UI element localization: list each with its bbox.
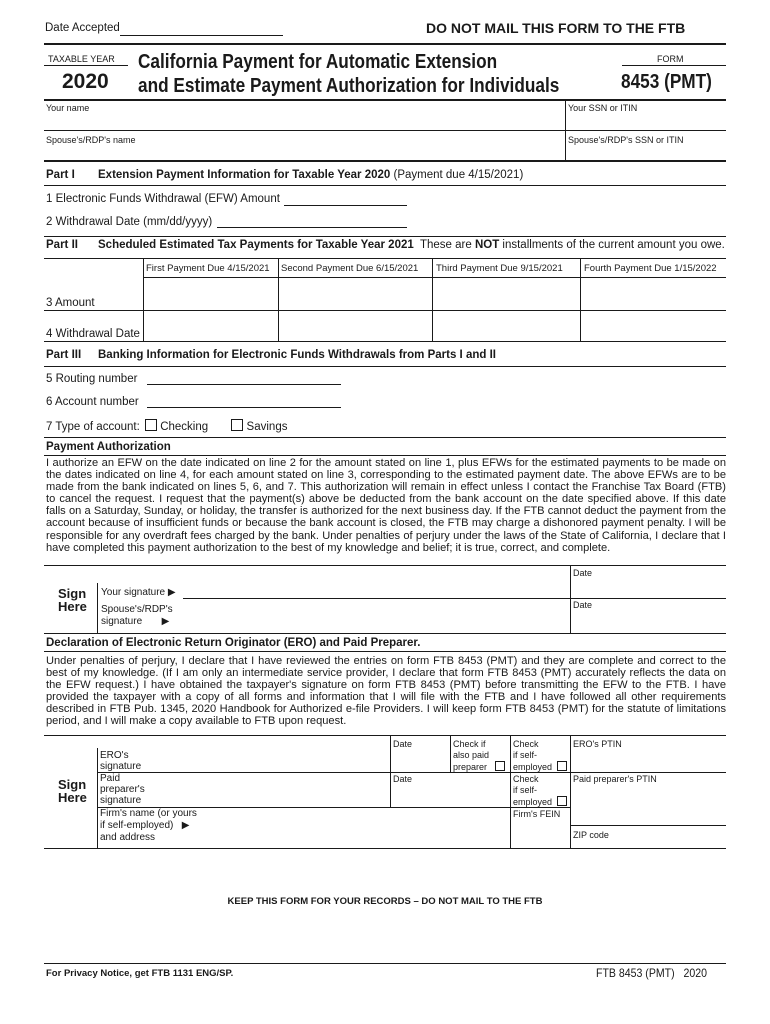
line2-withdrawal-date: 2 Withdrawal Date (mm/dd/yyyy) — [46, 216, 213, 228]
do-not-mail-notice: DO NOT MAIL THIS FORM TO THE FTB — [426, 20, 686, 36]
your-name-field[interactable]: Your name — [46, 103, 90, 113]
preparer-ptin-label[interactable]: Paid preparer's PTIN — [573, 774, 657, 784]
line4-withdrawal-date: 4 Withdrawal Date — [46, 328, 140, 340]
declaration-text: Under penalties of perjury, I declare that I have reviewed the entries on form FTB 8453 (PMT) and they are complete and correct to the best of my knowledge. (If I am only an intermediate service provider, I declare that form FTB 8453 (PMT) accurately reflects the data on the EFW request.) I have obtained the taxpayer's signature on form FTB 8453 (PMT) before transmitting the EFW to the FTB. I have provided the taxpayer with a copy of all forms and information that I will file with the FTB and I have followed all other requirements described in FTB Pub. 1345, 2020 Handbook for Authorized e-file Providers. I will keep form FTB 8453 (PMT) for the statute of limitations period, and I will make a copy available to FTB upon request. — [46, 655, 726, 728]
part1-heading: Part I Extension Payment Information for Taxable Year 2020 (Payment due 4/15/2021) — [46, 169, 524, 181]
date-accepted-label: Date Accepted — [45, 22, 120, 34]
preparer-signature-label: Paid preparer's signature — [100, 773, 145, 806]
part3-heading: Part III Banking Information for Electronic Funds Withdrawals from Parts I and II — [46, 349, 496, 361]
form-number: 8453 (PMT) — [621, 70, 712, 93]
form-label: FORM — [657, 54, 684, 64]
your-ssn-field[interactable]: Your SSN or ITIN — [568, 103, 638, 113]
check-self-employed-1: Check if self- employed — [513, 739, 567, 773]
checking-label: Checking — [160, 421, 209, 433]
arrow-right-icon: ▶ — [181, 820, 190, 831]
date-cell-4[interactable] — [581, 311, 726, 341]
taxable-year: 2020 — [62, 70, 109, 93]
arrow-right-icon: ▶ — [161, 616, 170, 627]
line6-account: 6 Account number — [46, 396, 139, 408]
arrow-right-icon: ▶ — [167, 587, 176, 598]
also-paid-preparer-checkbox[interactable] — [495, 761, 505, 771]
date-cell-2[interactable] — [279, 311, 432, 341]
col-first-payment: First Payment Due 4/15/2021 — [146, 263, 270, 274]
sign-here-1: Sign Here — [58, 586, 87, 614]
header-rule — [44, 43, 726, 45]
form-title-line1: California Payment for Automatic Extension — [138, 50, 498, 73]
ero-ptin-label[interactable]: ERO's PTIN — [573, 739, 622, 749]
line7-account-type: 7 Type of account: Checking Savings — [46, 421, 288, 433]
spouse-signature-field[interactable] — [183, 604, 569, 632]
savings-label: Savings — [246, 421, 288, 433]
spouse-ssn-field[interactable]: Spouse's/RDP's SSN or ITIN — [568, 135, 684, 145]
ero-signature-label: ERO's signature — [100, 750, 142, 772]
col-fourth-payment: Fourth Payment Due 1/15/2022 — [584, 263, 717, 274]
date-label-1: Date — [573, 568, 593, 578]
col-second-payment: Second Payment Due 6/15/2021 — [281, 263, 419, 274]
routing-number-input[interactable] — [147, 384, 341, 385]
savings-checkbox[interactable] — [231, 419, 243, 431]
part2-heading: Part II Scheduled Estimated Tax Payments for Taxable Year 2021 These are NOT installments of the current amount you owe. — [46, 239, 725, 251]
line1-efw-amount: 1 Electronic Funds Withdrawal (EFW) Amount — [46, 193, 280, 205]
form-title — [138, 50, 559, 98]
amount-cell-3[interactable] — [433, 278, 580, 310]
checking-checkbox[interactable] — [145, 419, 157, 431]
your-signature-line[interactable] — [183, 598, 570, 599]
amount-cell-4[interactable] — [581, 278, 726, 310]
your-signature-label: Your signature ▶ — [101, 587, 176, 598]
col-third-payment: Third Payment Due 9/15/2021 — [436, 263, 563, 274]
date-cell-3[interactable] — [433, 311, 580, 341]
keep-records-notice: KEEP THIS FORM FOR YOUR RECORDS – DO NOT MAIL TO THE FTB — [227, 896, 543, 907]
privacy-notice: For Privacy Notice, get FTB 1131 ENG/SP. — [46, 968, 234, 979]
taxable-year-label: TAXABLE YEAR — [48, 54, 115, 64]
firm-address-field[interactable] — [195, 808, 509, 848]
authorization-text: I authorize an EFW on the date indicated on line 2 for the amount stated on line 1, plus EFWs for the estimated payments to be made on the dates indicated on line 4, for each amount stated on line 3, corresponding to the estimated payment date. The above EFWs are to be made from the bank indicated on lines 5, 6, and 7. This authorization will remain in effect unless I contact the Franchise Tax Board (FTB) to cancel the request. I request that the payment(s) above be deducted from the bank account on the date specified above. If this date falls on a Saturday, Sunday, or holiday, the transfer is authorized for the next business day. If the FTB cannot deduct the payment from the account because of insufficient funds or because the bank account is closed, the FTB may charge a dishonored payment penalty. I will be responsible for any overdraft fees charged by the bank. Under penalties of perjury under the laws of the State of California, I declare that I have completed this payment authorization to the best of my knowledge and belief; it is true, correct, and complete. — [46, 457, 726, 554]
zip-code-label[interactable]: ZIP code — [573, 830, 609, 840]
efw-amount-input[interactable] — [284, 205, 407, 206]
check-also-paid-preparer: Check if also paid preparer — [453, 739, 505, 773]
spouse-signature-label: Spouse's/RDP's signature ▶ — [101, 604, 173, 627]
form-title-line2: and Estimate Payment Authorization for Individuals — [138, 74, 560, 97]
spouse-name-field[interactable]: Spouse's/RDP's name — [46, 135, 136, 145]
amount-cell-1[interactable] — [144, 278, 278, 310]
preparer-date-label: Date — [393, 774, 413, 784]
line5-routing: 5 Routing number — [46, 373, 138, 385]
date-accepted-line[interactable] — [120, 35, 283, 36]
check-self-employed-2: Check if self- employed — [513, 774, 567, 808]
firm-name-label: Firm's name (or yours if self-employed) ▶ and address — [100, 808, 197, 843]
declaration-heading: Declaration of Electronic Return Originator (ERO) and Paid Preparer. — [46, 637, 421, 649]
ero-date-label: Date — [393, 739, 413, 749]
date-cell-1[interactable] — [144, 311, 278, 341]
self-employed-checkbox-1[interactable] — [557, 761, 567, 771]
date-label-2: Date — [573, 600, 593, 610]
amount-cell-2[interactable] — [279, 278, 432, 310]
line3-amount: 3 Amount — [46, 297, 95, 309]
authorization-heading: Payment Authorization — [46, 441, 171, 453]
self-employed-checkbox-2[interactable] — [557, 796, 567, 806]
withdrawal-date-input[interactable] — [217, 227, 407, 228]
account-number-input[interactable] — [147, 407, 341, 408]
footer-form-id: FTB 8453 (PMT) 2020 — [596, 966, 707, 980]
firm-fein-label[interactable]: Firm's FEIN — [513, 809, 561, 819]
sign-here-2: Sign Here — [58, 777, 87, 805]
